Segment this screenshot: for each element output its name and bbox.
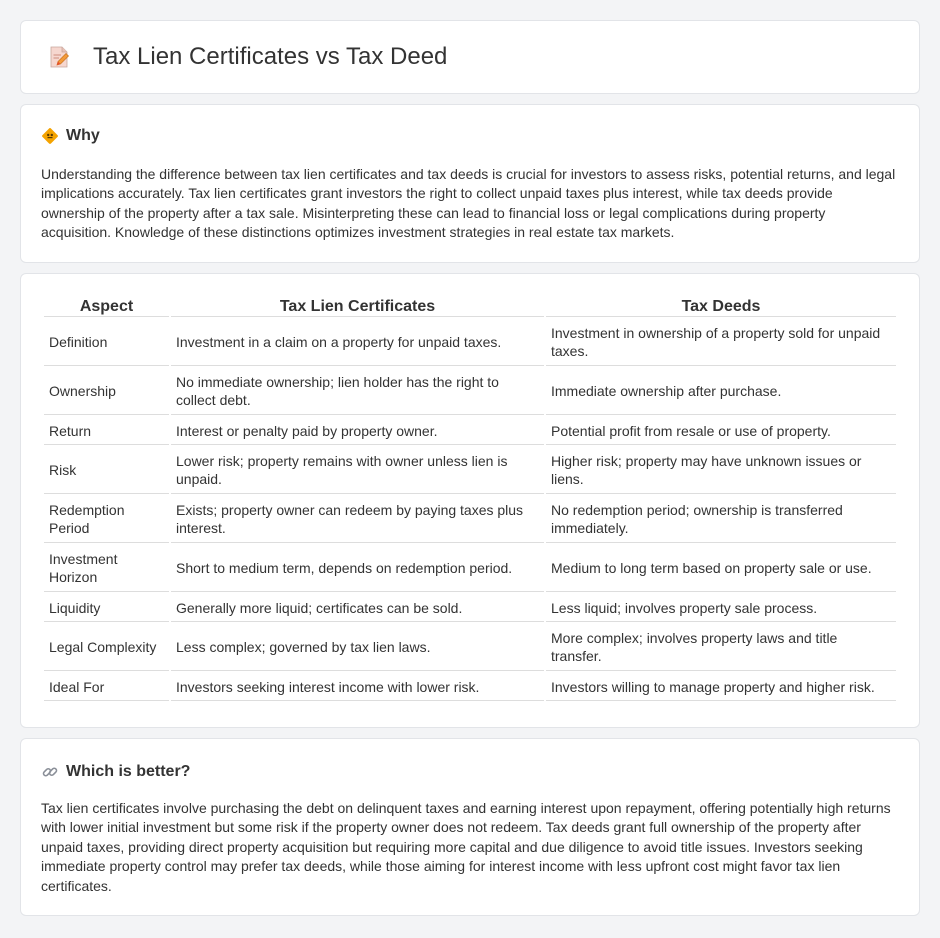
why-text: Understanding the difference between tax lien certificates and tax deeds is crucial for investors to assess risks, potential returns, and legal implications accurately. Tax lien certificates grant investors the right to collect unpaid taxes plus interest, while tax deeds provide ownership of the property after a tax sale. Misinterpreting these can lead to financial loss or legal complications during property acquisition. Knowledge of these distinctions optimizes investment strategies in real estate tax markets. xyxy=(41,166,896,241)
comparison-table-card xyxy=(20,273,920,728)
page-title: Tax Lien Certificates vs Tax Deed xyxy=(93,43,448,70)
why-heading xyxy=(41,127,899,145)
table-row xyxy=(44,624,896,671)
cell-tax-deed: Higher risk; property may have unknown issues or liens. xyxy=(546,447,896,494)
title-card xyxy=(20,20,920,94)
cell-tax-deed: Potential profit from resale or use of property. xyxy=(546,417,896,445)
comparison-table xyxy=(42,294,898,703)
header-tax-lien: Tax Lien Certificates xyxy=(171,296,544,317)
cell-tax-lien: Generally more liquid; certificates can be sold. xyxy=(171,594,544,622)
table-row xyxy=(44,673,896,701)
table-row xyxy=(44,496,896,543)
cell-tax-lien: Investment in a claim on a property for unpaid taxes. xyxy=(171,319,544,366)
cell-aspect: Liquidity xyxy=(44,594,169,622)
better-heading xyxy=(41,763,899,781)
which-is-better-section xyxy=(20,738,920,916)
cell-tax-deed: Less liquid; involves property sale process. xyxy=(546,594,896,622)
cell-tax-deed: Investment in ownership of a property sold for unpaid taxes. xyxy=(546,319,896,366)
cell-aspect: Legal Complexity xyxy=(44,624,169,671)
cell-tax-lien: Less complex; governed by tax lien laws. xyxy=(171,624,544,671)
cell-aspect: Ownership xyxy=(44,368,169,415)
table-row xyxy=(44,545,896,592)
table-row xyxy=(44,594,896,622)
cell-tax-lien: No immediate ownership; lien holder has the right to collect debt. xyxy=(171,368,544,415)
header-tax-deeds: Tax Deeds xyxy=(546,296,896,317)
why-section xyxy=(20,104,920,263)
table-row xyxy=(44,319,896,366)
cell-tax-lien: Investors seeking interest income with lower risk. xyxy=(171,673,544,701)
cell-aspect: Investment Horizon xyxy=(44,545,169,592)
link-icon xyxy=(41,763,59,781)
cell-tax-deed: Investors willing to manage property and higher risk. xyxy=(546,673,896,701)
why-title: Why xyxy=(66,127,100,144)
cell-aspect: Definition xyxy=(44,319,169,366)
cell-tax-deed: No redemption period; ownership is transferred immediately. xyxy=(546,496,896,543)
cell-tax-deed: More complex; involves property laws and title transfer. xyxy=(546,624,896,671)
table-row xyxy=(44,417,896,445)
header-aspect: Aspect xyxy=(44,296,169,317)
diamond-sign-icon xyxy=(41,127,59,145)
table-row xyxy=(44,368,896,415)
table-header-row xyxy=(44,296,896,317)
cell-tax-lien: Exists; property owner can redeem by paying taxes plus interest. xyxy=(171,496,544,543)
cell-aspect: Risk xyxy=(44,447,169,494)
cell-tax-deed: Immediate ownership after purchase. xyxy=(546,368,896,415)
better-text: Tax lien certificates involve purchasing the debt on delinquent taxes and earning interest upon repayment, offering potentially high returns with lower initial investment but some risk if the property owner does not redeem. Tax deeds grant full ownership of the property after unpaid taxes, providing direct property acquisition but requiring more capital and due diligence to avoid title issues. Investors seeking immediate property control may prefer tax deeds, while those aiming for interest income with less upfront cost might favor tax lien certificates. xyxy=(41,800,891,894)
cell-aspect: Return xyxy=(44,417,169,445)
cell-tax-deed: Medium to long term based on property sale or use. xyxy=(546,545,896,592)
better-title: Which is better? xyxy=(66,763,191,780)
cell-tax-lien: Lower risk; property remains with owner unless lien is unpaid. xyxy=(171,447,544,494)
cell-aspect: Ideal For xyxy=(44,673,169,701)
document-pencil-icon xyxy=(47,45,71,69)
cell-aspect: Redemption Period xyxy=(44,496,169,543)
table-row xyxy=(44,447,896,494)
cell-tax-lien: Short to medium term, depends on redemption period. xyxy=(171,545,544,592)
cell-tax-lien: Interest or penalty paid by property owner. xyxy=(171,417,544,445)
